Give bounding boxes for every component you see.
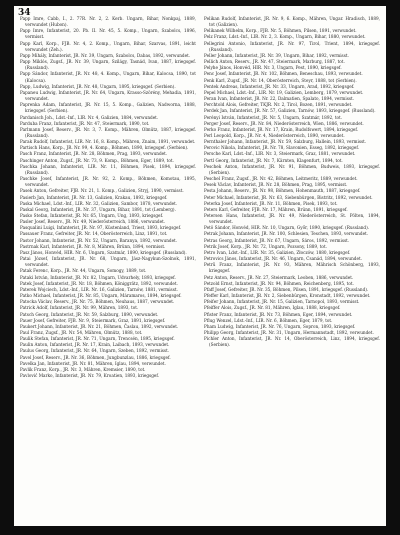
list-entry: Paschinger Anton, Zugsf., JR. Nr. 73, 9. Komp., Böhmen, Eger, 1889, tot. — [20, 157, 174, 163]
left-column — [20, 16, 196, 379]
list-entry: Philipp Georg, Infanterist, JR. Nr. 31, Ungarn, Hermannstadt, 1892, verwundet. — [204, 329, 374, 335]
list-entry: Penk Karl, Zugsf., JR. Nr. 14, Oberösterreich, Steyr, 1888, tot (Serbien). — [204, 77, 357, 83]
list-entry: Perényi István, Infanterist, JR. Nr. 5, Ungarn, Szatmár, 1892, tot. — [204, 114, 343, 120]
list-entry: Petrak Johann, Infanterist, JR. Nr. 100, Schlesien, Teschen, 1893, verwundet. — [204, 231, 369, 237]
list-entry: Parak Rudolf, Infanterist, LIR. Nr. 16, 8. Komp., Mähren, Znaim, 1891, verwundet. — [20, 139, 196, 145]
list-entry: Pelikan Rudolf, Infanterist, JR. Nr. 9, 6. Komp., Mähren, Ungar. Hradisch, 1889, tot (Galizien). — [204, 16, 380, 28]
list-entry: Pertl Georg, Infanterist, JR. Nr. 7, Kärnten, Klagenfurt, 1894, tot. — [204, 157, 343, 163]
list-entry: Petro Ivan, Ldst.-Inf., LIR. Nr. 35, Galizien, Złoczów, 1880, kriegsgef. — [204, 249, 351, 255]
list-entry: Passauer Franz, Gefreiter, JR. Nr. 14, Oberösterreich, Linz, 1891, tot. — [20, 231, 168, 237]
list-entry: Peschel Franz, Zugsf., JR. Nr. 42, Böhmen, Leitmeritz, 1889, verwundet. — [204, 176, 358, 182]
list-entry: Petersen Hans, Infanterist, JR. Nr. 49, Niederösterreich, St. Pölten, 1894, verwundet. — [204, 213, 380, 225]
list-entry: Papp Sándor, Infanterist, JR. Nr. 48, 4. Komp., Ungarn, Bihar, Kalocsa, 1890, tot (Kalocsa). — [20, 71, 196, 83]
list-entry: Petö Sándor, Honvéd, HIR. Nr. 10, Ungarn, Győr, 1890, kriegsgef. (Russland). — [204, 225, 370, 231]
list-entry: Pastor Johann, Infanterist, JR. Nr. 52, Ungarn, Baranya, 1892, verwundet. — [20, 237, 178, 243]
list-entry: Patrick Adolf, Infanterist, JR. Nr. 99, Mähren, 1893, tot. — [20, 305, 139, 311]
list-entry: Petras Georg, Infanterist, JR. Nr. 67, Ungarn, Sáros, 1892, vermisst. — [204, 237, 350, 243]
list-entry: Paska Michael, Ldst.-Inf., LIR. Nr. 32, Galizien, Sambor, 1878, verwundet. — [20, 200, 178, 206]
list-entry: Pavel Josef, Reserv., JR. Nr. 36, Böhmen, Jungbunzlau, 1886, kriegsgef. — [20, 354, 171, 360]
list-entry: Paprenka Adam, Infanterist, JR. Nr. 15, 5. Komp., Galizien, Nadworna, 1888, kriegsgef. (Serbien). — [20, 102, 196, 114]
list-entry: Pavlović Marko, Infanterist, JR. Nr. 79, Kroatien, 1893, kriegsgef. — [20, 373, 160, 379]
list-entry: Pellich Anton, Reserv., JR. Nr. 47, Steiermark, Marburg, 1887, tot. — [204, 59, 345, 65]
list-entry: Pellegrini Antonio, Infanterist, JR. Nr. 97, Tirol, Trient, 1894, kriegsgef. (Russland). — [204, 40, 380, 52]
list-entry: Perko Franz, Infanterist, JR. Nr. 17, Krain, Rudolfswert, 1894, kriegsgef. — [204, 126, 359, 132]
list-entry: Pfister Franz, Infanterist, JR. Nr. 73, Böhmen, Eger, 1894, verwundet. — [204, 311, 353, 317]
list-entry: Patak Ferenc, Korp., JR. Nr. 44, Ungarn, Somogy, 1889, tot. — [20, 268, 147, 274]
list-entry: Paulin Anton, Infanterist, JR. Nr. 17, Krain, Laibach, 1893, verwundet. — [20, 342, 170, 348]
list-entry: Pelz Franz, Ldst.-Inf., LIR. Nr. 2, 3. Komp., Ungarn, Bihar, 1880, verwundet. — [204, 34, 366, 40]
list-entry: Pavelka Jan, Infanterist, JR. Nr. 81, Mähren, Iglau, 1894, verwundet. — [20, 360, 166, 366]
list-entry: Papp Imre, Infanterist, 20. Pb. II. Nr. 45, 5. Komp., Ungarn, Szabolcs, 1896, vermisst. — [20, 28, 196, 40]
list-entry: Peran Ivan, Infanterist, JR. Nr. 22, Dalmatien, Spalato, 1894, vermisst. — [204, 96, 355, 102]
page-number: 34 — [18, 8, 31, 18]
list-entry: Pasqualini Luigi, Infanterist, JR. Nr. 97, Küstenland, Triest, 1893, kriegsgef. — [20, 225, 182, 231]
list-entry: Petzold Ernst, Infanterist, JR. Nr. 94, Böhmen, Reichenberg, 1895, tot. — [204, 280, 354, 286]
list-entry: Pasz János, Honvéd, HIR. Nr. 6, Ungarn, Szatmár, 1890, kriegsgef. (Russland). — [20, 249, 187, 255]
list-entry: Pelikanek Wilhelm, Korp., FJB. Nr. 5, Böhmen, Pilsen, 1891, verwundet. — [204, 28, 357, 34]
list-entry: Petrik Josef, Korp., JR. Nr. 72, Ungarn, Pozsony, 1889, tot. — [204, 243, 327, 249]
list-entry: Peller Johann, Infanterist, JR. Nr. 39, Ungarn, Bihar, 1892, vermisst. — [204, 52, 349, 58]
list-entry: Pfeiffer Alois, Zugsf., JR. Nr. 81, Mähren, Iglau, 1888, kriegsgef. — [204, 305, 341, 311]
list-entry: Pfaff Josef, Gefreiter, JR. Nr. 35, Böhmen, Pilsen, 1891, kriegsgef. (Russland). — [204, 286, 369, 292]
list-entry: Pfeffer Karl, Infanterist, JR. Nr. 2, Siebenbürgen, Kronstadt, 1892, verwundet. — [204, 293, 371, 299]
document-page — [14, 6, 386, 526]
list-entry: Paschke Josef, Infanterist, JR. Nr. 92, 2. Komp., Böhmen, Komotau, 1895, verwundet. — [20, 176, 196, 188]
list-entry: Patsch Georg, Infanterist, JR. Nr. 59, Salzburg, 1890, verwundet. — [20, 311, 159, 317]
list-entry: Pasierb Jan, Infanterist, JR. Nr. 13, Galizien, Krakau, 1892, kriegsgef. — [20, 194, 168, 200]
list-entry: Pesek Václav, Infanterist, JR. Nr. 28, Böhmen, Prag, 1895, vermisst. — [204, 182, 348, 188]
list-entry: Pepel Michael, Ldst.-Inf., LIR. Nr. 19, Galizien, Lemberg, 1879, verwundet. — [204, 89, 364, 95]
list-entry: Pauer Josef, Gefreiter, FJB. Nr. 9, Steiermark, Graz, 1891, kriegsgef. — [20, 317, 166, 323]
list-entry: Papp Miklós, Zugsf., JR. Nr. 39, Ungarn, Szilágy, Tasnád, Ivan, 1887, kriegsgef. (Russland). — [20, 59, 196, 71]
list-entry: Pasko Stefan, Infanterist, JR. Nr. 65, Ungarn, Ung, 1893, kriegsgef. — [20, 213, 164, 218]
list-entry: Pataki István, Infanterist, JR. Nr. 82, Ungarn, Udvarhely, 1893, kriegsgef. — [20, 274, 176, 280]
list-entry: Persche Karl, Ldst.-Inf., LIR. Nr. 3, Steiermark, Graz, 1881, verwundet. — [204, 151, 356, 157]
list-entry: Pesta Johann, Reserv., JR. Nr. 98, Böhmen, Hohenmauth, 1887, kriegsgef. — [204, 188, 361, 194]
list-entry: Paterek Wojciech, Ldst.-Inf., LIR. Nr. 16, Galizien, Tarnów, 1881, vermisst. — [20, 286, 178, 292]
list-entry: Paulus Georg, Infanterist, JR. Nr. 64, Ungarn, Szeben, 1892, vermisst. — [20, 348, 170, 354]
list-entry: Patai József, Infanterist, JR. Nr. 68, Ungarn, Jász-Nagykun-Szolnok, 1891, verwundet. — [20, 256, 196, 268]
list-entry: Paskal Georg, Infanterist, JR. Nr. 37, Ungarn, Bihar, 1891, tot (Lemberg). — [20, 206, 176, 212]
list-entry: Peters Karl, Gefreiter, FJB. Nr. 17, Mähren, Brünn, 1891, kriegsgef. — [204, 206, 348, 212]
list-entry: Partisch Hans, Korp., JR. Nr. 99, 4. Komp., Böhmen, 1890, kriegsgef. (Serbien). — [20, 145, 189, 151]
list-entry: Parlmann Josef, Reserv., JR. Nr. 3, 7. Komp., Mähren, Olmütz, 1887, kriegsgef. (Russland). — [20, 126, 196, 138]
list-entry: Petz Anton, Reserv., JR. Nr. 27, Steiermark, Leoben, 1886, verwundet. — [204, 274, 354, 280]
list-entry: Petrovics János, Infanterist, JR. Nr. 46, Ungarn, Csanád, 1894, verwundet. — [204, 256, 362, 262]
list-entry: Paukert Johann, Infanterist, JR. Nr. 21, Böhmen, Časlau, 1892, verwundet. — [20, 323, 179, 329]
list-entry: Perchtold Alois, Gefreiter, TKJR. Nr. 2, Tirol, Bozen, 1891, verwundet. — [204, 102, 353, 108]
list-entry: Peschek Anton, Infanterist, JR. Nr. 91, Böhmen, Budweis, 1893, kriegsgef. (Serbien). — [204, 163, 380, 175]
list-entry: Pernthaler Johann, Infanterist, JR. Nr. 59, Salzburg, Hallein, 1893, vermisst. — [204, 139, 367, 145]
list-entry: Perovic Nikola, Infanterist, JR. Nr. 78, Slavonien, Esseg, 1892, kriegsgef. — [204, 145, 360, 151]
list-entry: Pardanisch Joh., Ldst.-Inf., LIR. Nr. 4, Galizien, 1884, verwundet. — [20, 114, 159, 120]
list-entry: Pentek Andreas, Infanterist, JR. Nr. 33, Ungarn, Arad, 1892, kriegsgef. — [204, 83, 355, 89]
list-entry: Pflug Wenzel, Ldst.-Inf., LIR. Nr. 6, Böhmen, Eger, 1879, tot. — [204, 317, 333, 323]
list-entry: Papp, Ludwig, Infanterist, JR. Nr. 48, Ungarn, 1895, kriegsgef. (Serbien). — [20, 83, 176, 89]
list-entry: Pham Ludwig, Infanterist, JR. Nr. 76, Ungarn, Sopron, 1893, kriegsgef. — [204, 323, 356, 329]
list-entry: Penc Josef, Infanterist, JR. Nr. 102, Böhmen, Beneschau, 1893, verwundet. — [204, 71, 363, 77]
list-entry: Pavlik Franz, Korp., JR. Nr. 3, Mähren, Kremsier, 1890, tot. — [20, 366, 146, 372]
list-entry: Pelyhe János, Honvéd, HIR. Nr. 3, Ungarn, Pest, 1890, kriegsgef. — [204, 65, 342, 71]
list-entry: Patko Michael, Infanterist, JR. Nr. 85, Ungarn, Máramaros, 1894, kriegsgef. — [20, 293, 182, 299]
list-entry: Paul Franz, Zugsf., JR. Nr. 54, Mähren, Olmütz, 1888, tot. — [20, 329, 143, 335]
list-entry: Papp Karl, Korp., FJB. Nr. 4, 2. Komp., Ungarn, Bihar, Szarvas, 1891, leicht verwundet (Zeh.). — [20, 40, 196, 52]
list-entry: Petrů Franz, Infanterist, JR. Nr. 93, Mähren, Mährisch Schönberg, 1893, kriegsgef. — [204, 262, 380, 274]
list-entry: Pastrnak Karl, Infanterist, JR. Nr. 8, Mähren, Brünn, 1894, vermisst. — [20, 243, 166, 249]
list-entry: Peterka Josef, Infanterist, JR. Nr. 11, Böhmen, Pisek, 1893, tot. — [204, 200, 338, 206]
list-entry: Pasek Anton, Gefreiter, FJB. Nr. 21, 1. Komp., Galizien, Stryj, 1890, vermisst. — [20, 188, 184, 194]
list-entry: Perger Josef, Reserv., JR. Nr. 84, Niederösterreich, Wien, 1886, verwundet. — [204, 120, 364, 126]
list-entry: Patocka Václav, Reserv., JR. Nr. 75, Böhmen, Neuhaus, 1887, verwundet. — [20, 299, 175, 305]
list-entry: Peter Michael, Infanterist, JR. Nr. 63, Siebenbürgen, Bistritz, 1892, verwundet. — [204, 194, 373, 200]
list-entry: Papp Mihály, Infanterist, JR. Nr. 39, Ungarn, Szabolcs, Dabas, 1892, verwundet. — [20, 52, 191, 58]
right-column — [204, 16, 380, 348]
list-entry: Papaneu Ludwig, Infanterist, JR. Nr. 64, Ungarn, Krasso-Szörény, Mehadia, 1891, verwundet. — [20, 89, 196, 102]
list-entry: Perdek Jan, Infanterist, JR. Nr. 57, Galizien, Tarnów, 1893, kriegsgef. (Russland). — [204, 108, 376, 114]
list-entry: Paschka Johann, Infanterist, LIR. Nr. 11, Böhmen, Pisek, 1894, kriegsgef. (Russland). — [20, 163, 196, 175]
list-entry: Perl Leopold, Korp., JR. Nr. 4, Niederösterreich, 1890, verwundet. — [204, 132, 345, 138]
list-entry: Papp Imre, Cabb, I., 2. 77R. Nr. 2, 2. Kerb. Ungarn, Bihar, Nonkpaj, 1889, verwundet (Hubon). — [20, 16, 196, 28]
list-entry: Parduba Franz, Infanterist, JR. Nr. 47, Steiermark, 1890, tot. — [20, 120, 150, 126]
list-entry: Pfeifer Johann, Infanterist, JR. Nr. 15, Galizien, Tarnopol, 1893, vermisst. — [204, 299, 360, 305]
list-entry: Pichler Anton, Infanterist, JR. Nr. 14, Oberösterreich, Linz, 1894, kriegsgef. (Serbien). — [204, 336, 380, 348]
list-entry: Paulik Stefan, Infanterist, JR. Nr. 71, Ungarn, Trencsén, 1895, kriegsgef. — [20, 336, 175, 342]
list-entry: Pasch Franz, Infanterist, JR. Nr. 28, Böhmen, Prag, 1893, verwundet. — [20, 151, 168, 157]
list-entry: Pasler Josef, Reserv., JR. Nr. 49, Niederösterreich, 1886, verwundet. — [20, 219, 166, 225]
list-entry: Patek Josef, Infanterist, JR. Nr. 18, Böhmen, Königgrätz, 1892, verwundet. — [20, 280, 178, 286]
